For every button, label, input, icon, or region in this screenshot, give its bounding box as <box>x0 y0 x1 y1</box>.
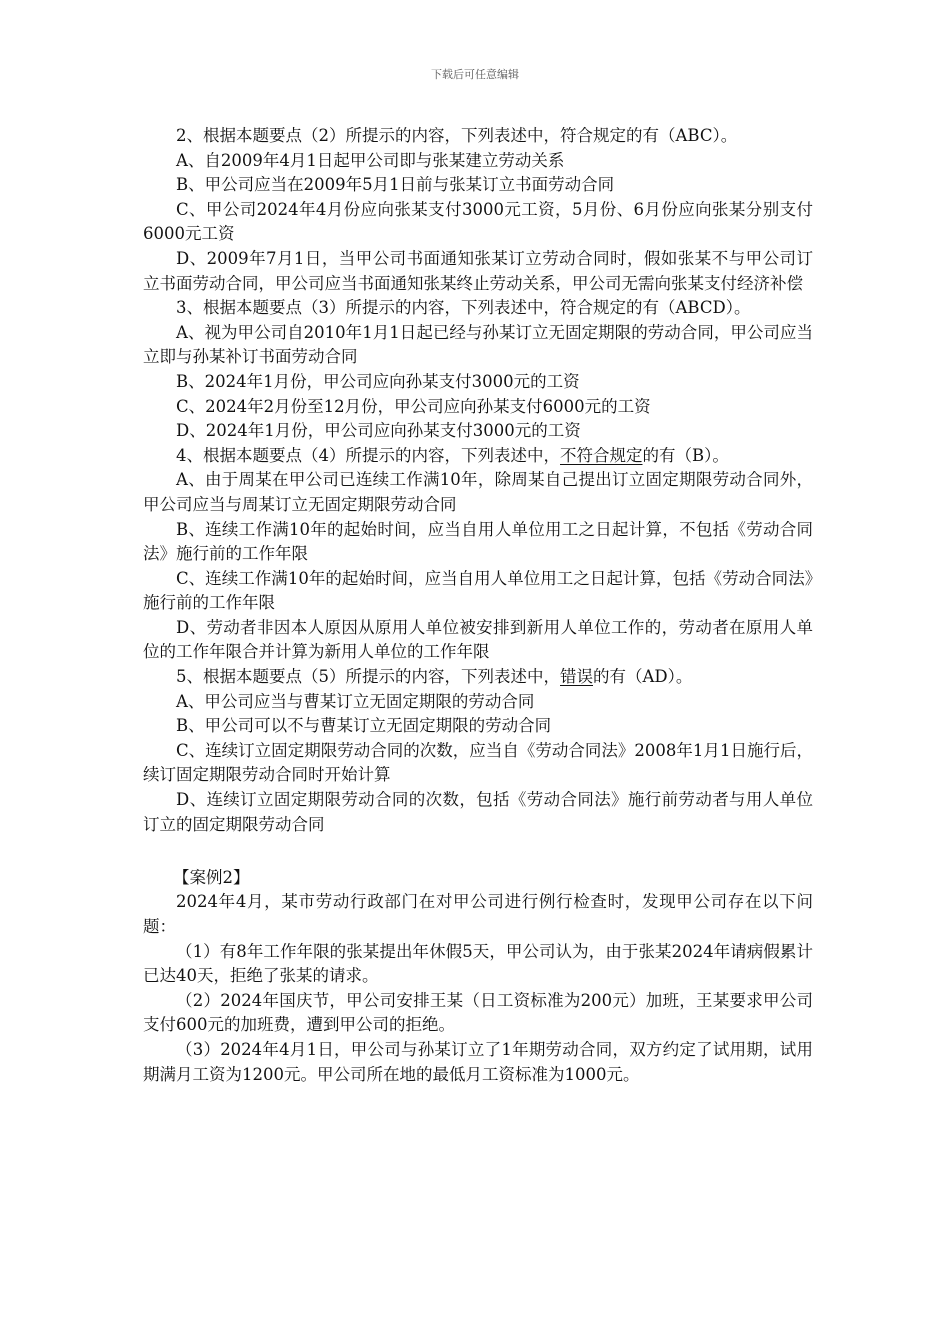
q4-stem-after: 的有（B）。 <box>642 445 729 465</box>
q3-option-a: A、视为甲公司自2010年1月1日起已经与孙某订立无固定期限的劳动合同，甲公司应当立即与孙某补订书面劳动合同 <box>143 322 813 367</box>
case2-point-2: （2）2024年国庆节，甲公司安排王某（日工资标准为200元）加班，王某要求甲公司支付600元的加班费，遭到甲公司的拒绝。 <box>143 990 813 1035</box>
q4-option-b: B、连续工作满10年的起始时间，应当自用人单位用工之日起计算，不包括《劳动合同法》施行前的工作年限 <box>143 519 813 564</box>
q5-option-a: A、甲公司应当与曹某订立无固定期限的劳动合同 <box>176 691 535 711</box>
q5-option-d: D、连续订立固定期限劳动合同的次数，包括《劳动合同法》施行前劳动者与用人单位订立的固定期限劳动合同 <box>143 790 813 834</box>
q4-option-d: D、劳动者非因本人原因从原用人单位被安排到新用人单位工作的，劳动者在原用人单位的工作年限合并计算为新用人单位的工作年限 <box>143 617 813 662</box>
q4-stem <box>143 444 813 469</box>
q5-stem-before: 5、根据本题要点（5）所提示的内容，下列表述中， <box>176 667 560 687</box>
q2-option-b: B、甲公司应当在2009年5月1日前与张某订立书面劳动合同 <box>176 175 615 195</box>
case2-intro: 2024年4月，某市劳动行政部门在对甲公司进行例行检查时，发现甲公司存在以下问题： <box>143 892 813 936</box>
q5-stem <box>143 665 813 690</box>
document-body <box>143 124 813 1087</box>
q5-stem-after: 的有（AD）。 <box>593 667 693 687</box>
q5-option-c: C、连续订立固定期限劳动合同的次数，应当自《劳动合同法》2008年1月1日施行后，续订固定期限劳动合同时开始计算 <box>143 740 813 785</box>
q3-option-b: B、2024年1月份，甲公司应向孙某支付3000元的工资 <box>176 371 580 391</box>
q2-option-a: A、自2009年4月1日起甲公司即与张某建立劳动关系 <box>176 150 565 170</box>
q4-option-c: C、连续工作满10年的起始时间，应当自用人单位用工之日起计算，包括《劳动合同法》施行前的工作年限 <box>143 568 813 613</box>
q3-stem: 3、根据本题要点（3）所提示的内容，下列表述中，符合规定的有（ABCD）。 <box>176 298 751 318</box>
q2-option-d: D、2009年7月1日，当甲公司书面通知张某订立劳动合同时，假如张某不与甲公司订立书面劳动合同，甲公司应当书面通知张某终止劳动关系，甲公司无需向张某支付经济补偿 <box>143 248 813 293</box>
q3-option-d: D、2024年1月份，甲公司应向孙某支付3000元的工资 <box>176 421 581 441</box>
q3-option-c: C、2024年2月份至12月份，甲公司应向孙某支付6000元的工资 <box>176 396 651 416</box>
case2-point-1: （1）有8年工作年限的张某提出年休假5天，甲公司认为，由于张某2024年请病假累计已达40天，拒绝了张某的请求。 <box>143 941 813 986</box>
q4-stem-before: 4、根据本题要点（4）所提示的内容，下列表述中， <box>176 445 560 465</box>
case2-title: 【案例2】 <box>173 867 250 887</box>
section-gap <box>143 837 813 862</box>
q4-option-a: A、由于周某在甲公司已连续工作满10年，除周某自己提出订立固定期限劳动合同外，甲公司应当与周某订立无固定期限劳动合同 <box>143 470 813 514</box>
q5-option-b: B、甲公司可以不与曹某订立无固定期限的劳动合同 <box>176 716 552 736</box>
q2-option-c: C、甲公司2024年4月份应向张某支付3000元工资，5月份、6月份应向张某分别支付6000元工资 <box>143 199 813 244</box>
q2-stem: 2、根据本题要点（2）所提示的内容，下列表述中，符合规定的有（ABC）。 <box>176 126 738 145</box>
case2-point-3: （3）2024年4月1日，甲公司与孙某订立了1年期劳动合同，双方约定了试用期，试用期满月工资为1200元。甲公司所在地的最低月工资标准为1000元。 <box>143 1039 813 1084</box>
q5-stem-emphasis: 错误 <box>560 667 593 687</box>
q4-stem-emphasis: 不符合规定 <box>560 445 643 465</box>
page-header: 下载后可任意编辑 <box>431 68 519 81</box>
